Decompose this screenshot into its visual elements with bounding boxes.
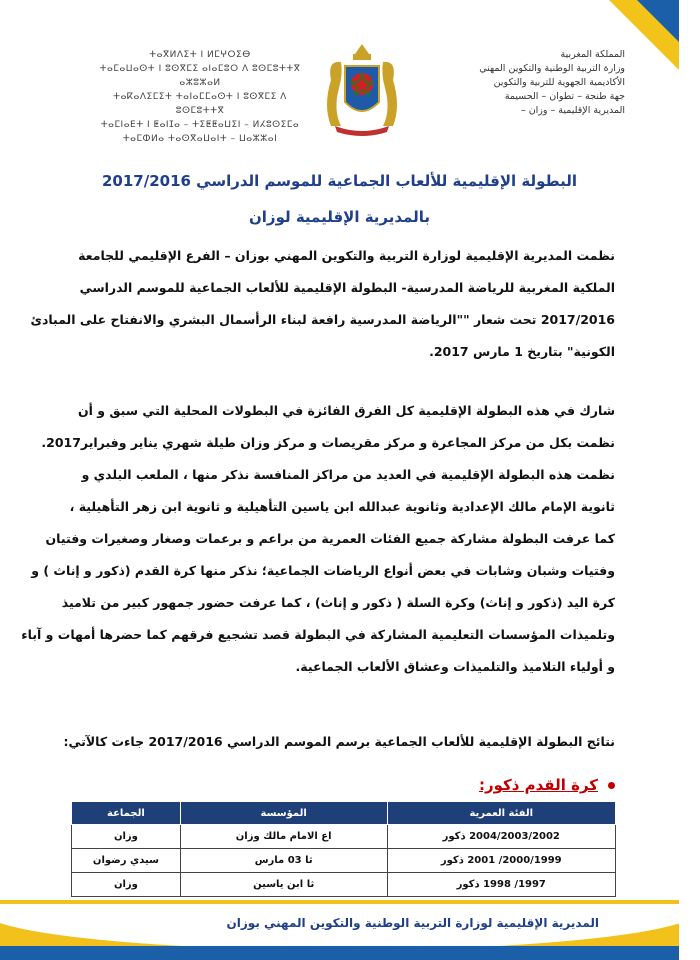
text-line: نظمت بكل من مركز المجاعرة و مركز مقريصات و مركز وزان طيلة شهري يناير وفبراير2017. — [41, 435, 615, 450]
text-line: ثانوية الإمام مالك الإعدادية وثانوية عبدالله ابن ياسين التأهيلية و ثانوية ابن زهر التأهيلية ، — [69, 499, 615, 514]
results-table — [71, 801, 616, 897]
document-subtitle: بالمديرية الإقليمية لوزان — [248, 208, 431, 226]
table-cell: سيدي رضوان — [72, 849, 181, 873]
text-line: كرة اليد (ذكور و إناث) وكرة السلة ( ذكور و إناث) ، كما عرفت حضور جمهور كبير من تلاميذ — [61, 595, 615, 610]
text-line: 2017/2016 تحت شعار ""الرياضة المدرسية رافعة لبناء الرأسمال البشري والانفتاح على المبادئ — [30, 312, 615, 327]
document-title: البطولة الإقليمية للألعاب الجماعية للموسم الدراسي 2017/2016 — [101, 172, 578, 190]
table-cell: وزان — [72, 825, 181, 849]
amazigh-line: ⵜⴰⵎⵏⴰⴹⵜ ⵏ ⵟⴰⵏⵊⴰ – ⵜⵉⵟⵟⴰⵡⵉⵏ – ⵍⵃⵓⵙⵉⵎⴰ — [100, 120, 300, 130]
letterhead-line: الأكاديمية الجهوية للتربية والتكوين — [493, 77, 625, 88]
text-line: كما عرفت البطولة مشاركة جميع الفئات العمرية من براعم و برعمات وصغار وصغيرات وفتيان — [45, 531, 615, 546]
letterhead-line: المديرية الإقليمية – وزان – — [520, 105, 625, 116]
letterhead — [95, 40, 625, 145]
paragraph-intro — [30, 240, 615, 368]
table-cell: 2000/1999/ 2001 ذكور — [387, 849, 615, 873]
table-cell: ثا 03 مارس — [180, 849, 387, 873]
table-cell: 2004/2003/2002 ذكور — [387, 825, 615, 849]
table-header-row — [72, 802, 616, 825]
text-line: و أولياء التلاميذ والتلميذات وعشاق الألعاب الجماعية. — [295, 659, 615, 674]
text-line: شارك في هذه البطولة الإقليمية كل الفرق الفائزة في البطولات المحلية التي سبق و أن — [77, 403, 615, 418]
table-row — [72, 825, 616, 849]
column-header: الجماعة — [72, 802, 181, 825]
amazigh-line: ⵜⴰⴳⵍⴷⵉⵜ ⵏ ⵍⵎⵖⵔⵉⴱ — [149, 50, 251, 60]
bullet-icon — [608, 782, 615, 789]
text-line: الملكية المغربية للرياضة المدرسية- البطولة الإقليمية للألعاب الجماعية للموسم الدراسي — [79, 280, 615, 295]
text-line: نظمت هذه البطولة الإقليمية في العديد من مراكز المنافسة نذكر منها ، الملعب البلدي و — [81, 467, 615, 482]
corner-decoration-blue — [637, 0, 679, 42]
amazigh-line: ⵜⴰⵎⵀⵍⴰ ⵜⴰⵙⴳⴰⵡⴰⵏⵜ – ⵡⴰⵣⵣⴰⵏ — [122, 134, 278, 144]
section-label: كرة القدم ذكور: — [478, 776, 598, 794]
results-intro: نتائج البطولة الإقليمية للألعاب الجماعية برسم الموسم الدراسي 2017/2016 جاءت كالآتي: — [63, 734, 615, 749]
letterhead-line: وزارة التربية الوطنية والتكوين المهني — [479, 63, 625, 74]
letterhead-line: جهة طنجة – تطوان – الحسيمة — [504, 91, 625, 102]
table-cell: وزان — [72, 873, 181, 897]
paragraph-details — [21, 395, 615, 683]
text-line: نظمت المديرية الإقليمية لوزارة التربية والتكوين المهني بوزان – الفرع الإقليمي للجامعة — [78, 248, 615, 263]
text-line: الكونية" بتاريخ 1 مارس 2017. — [429, 344, 615, 359]
column-header: الفئة العمرية — [387, 802, 615, 825]
footer-stripe — [0, 946, 679, 960]
royal-emblem-icon — [317, 40, 407, 140]
letterhead-line: المملكة المغربية — [560, 49, 625, 60]
text-line: وفتيات وشبان وشابات في بعض أنواع الرياضات الجماعية؛ نذكر منها كرة القدم (ذكور و إناث ) و — [31, 563, 615, 578]
table-cell: 1997/ 1998 ذكور — [387, 873, 615, 897]
letterhead-arabic — [415, 48, 625, 118]
text-line: وتلميذات المؤسسات التعليمية المشاركة في البطولة قصد تشجيع فرقهم كما حضرها أمهات و آباء — [21, 627, 615, 642]
section-heading — [479, 776, 615, 794]
amazigh-line: ⵜⴰⵎⴰⵡⴰⵙⵜ ⵏ ⵓⵙⴳⵎⵉ ⴰⵏⴰⵎⵓⵔ ⴷ ⵓⵙⵎⵓⵜⵜⴳ ⴰⵣⵓⵣⴰⵍ — [99, 64, 301, 88]
table-row — [72, 873, 616, 897]
footer-text: المديرية الإقليمية لوزارة التربية الوطنية والتكوين المهني بوزان — [226, 916, 599, 930]
table-row — [72, 849, 616, 873]
table-cell: ثا ابن ياسين — [180, 873, 387, 897]
letterhead-amazigh — [95, 48, 305, 146]
table-cell: اع الامام مالك وزان — [180, 825, 387, 849]
amazigh-line: ⵜⴰⴽⴰⴷⵉⵎⵉⵜ ⵜⴰⵏⴰⵎⵎⴰⵙⵜ ⵏ ⵓⵙⴳⵎⵉ ⴷ ⵓⵙⵎⵓⵜⵜⴳ — [113, 92, 287, 116]
column-header: المؤسسة — [180, 802, 387, 825]
